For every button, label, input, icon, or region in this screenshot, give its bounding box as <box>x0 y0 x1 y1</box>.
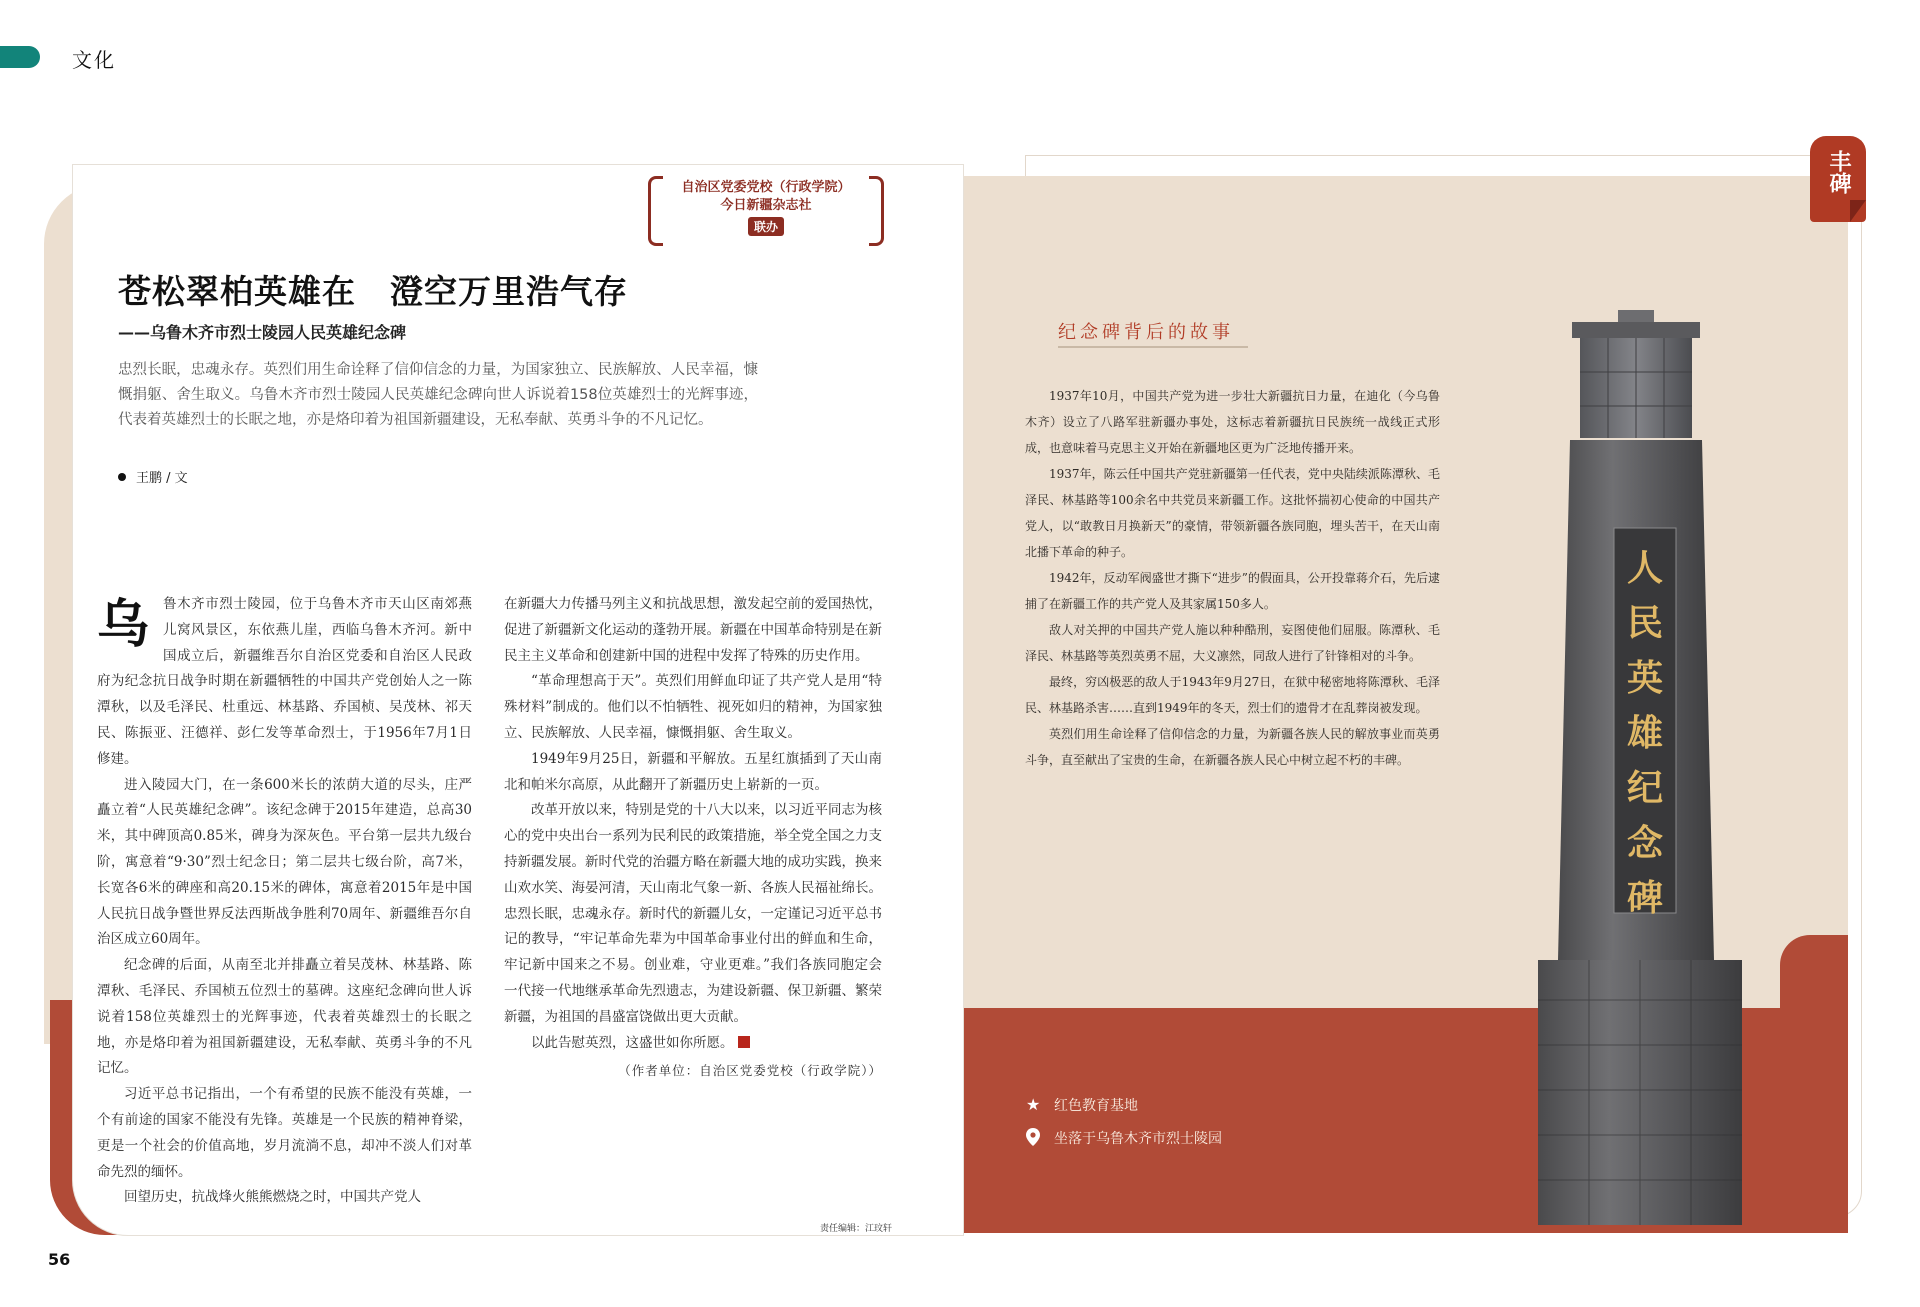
article-intro: 忠烈长眠，忠魂永存。英烈们用生命诠释了信仰信念的力量，为国家独立、民族解放、人民幸福，慷慨捐躯、舍生取义。乌鲁木齐市烈士陵园人民英雄纪念碑向世人诉说着158位英雄烈士的光辉事迹，代表着英雄烈士的长眠之地，亦是烙印着为祖国新疆建设，无私奉献、英勇斗争的不凡记忆。 <box>118 362 758 428</box>
story-heading: 纪念碑背后的故事 <box>1058 322 1234 343</box>
ribbon-fold <box>1850 200 1866 222</box>
paragraph: 鲁木齐市烈士陵园，位于乌鲁木齐市天山区南郊燕儿窝风景区，东依燕儿崖，西临乌鲁木齐河。新中国成立后，新疆维吾尔自治区党委和自治区人民政府为纪念抗日战争时期在新疆牺牲的中国共产党创始人之一陈潭秋，以及毛泽民、杜重远、林基路、乔国桢、吴茂林、祁天民、陈振亚、汪德祥、彭仁发等革命烈士，于1956年7月1日修建。 <box>97 596 472 767</box>
article-author <box>118 467 188 486</box>
section-label: 文化 <box>72 48 116 72</box>
closing-paragraph <box>504 1031 882 1057</box>
bracket-right <box>869 176 884 246</box>
co-organizer-badge <box>648 176 884 240</box>
location-pin-icon <box>1026 1128 1048 1147</box>
inscription-char: 纪 <box>1626 767 1664 809</box>
info-education-base <box>1026 1095 1138 1115</box>
organizer-2: 今日新疆杂志社 <box>720 198 812 213</box>
responsible-editor: 责任编辑：江玟轩 <box>820 1224 893 1234</box>
story-paragraph: 1942年，反动军阀盛世才撕下“进步”的假面具，公开投靠蒋介石，先后逮捕了在新疆工作的共产党人及其家属150多人。 <box>1025 571 1440 611</box>
paragraph: “革命理想高于天”。英烈们用鲜血印证了共产党人是用“特殊材料”制成的。他们以不怕牺牲、视死如归的精神，为国家独立、民族解放、人民幸福，慷慨捐躯、舍生取义。 <box>504 673 882 741</box>
ribbon-text: 丰碑 <box>1826 150 1851 194</box>
story-text <box>1025 383 1440 773</box>
section-tab-marker <box>0 46 40 68</box>
inscription-char: 念 <box>1626 822 1664 864</box>
closing-text: 以此告慰英烈，这盛世如你所愿。 <box>531 1034 734 1051</box>
inscription-char: 人 <box>1626 547 1664 589</box>
story-paragraph: 最终，穷凶极恶的敌人于1943年9月27日，在狱中秘密地将陈潭秋、毛泽民、林基路杀害……直到1949年的冬天，烈士们的遗骨才在乱葬岗被发现。 <box>1025 675 1440 715</box>
bullet-icon <box>118 473 126 481</box>
monument-image <box>1500 300 1800 1230</box>
paragraph: 进入陵园大门，在一条600米长的浓荫大道的尽头，庄严矗立着“人民英雄纪念碑”。该纪念碑于2015年建造，总高30米，其中碑顶高0.85米，碑身为深灰色。平台第一层共九级台阶，寓意着“9·30”烈士纪念日；第二层共七级台阶，高7米，长宽各6米的碑座和高20.15米的碑体，寓意着2015年是中国人民抗日战争暨世界反法西斯战争胜利70周年、新疆维吾尔自治区成立60周年。 <box>97 776 472 948</box>
story-paragraph: 1937年，陈云任中国共产党驻新疆第一任代表，党中央陆续派陈潭秋、毛泽民、林基路等100余名中共党员来新疆工作。这批怀揣初心使命的中国共产党人，以“敢教日月换新天”的豪情，带领新疆各族同胞，埋头苦干，在天山南北播下革命的种子。 <box>1025 467 1440 559</box>
heading-underline <box>1058 346 1248 348</box>
inscription-char: 民 <box>1626 602 1664 644</box>
dropcap: 乌 <box>97 595 150 655</box>
bracket-left <box>648 176 663 246</box>
author-name: 王鹏 / 文 <box>136 471 188 486</box>
info-location <box>1026 1128 1222 1148</box>
paragraph: 习近平总书记指出，一个有希望的民族不能没有英雄，一个有前途的国家不能没有先锋。英雄是一个民族的精神脊梁，更是一个社会的价值高地，岁月流淌不息，却冲不淡人们对革命先烈的缅怀。 <box>97 1086 472 1180</box>
body-column-left <box>97 592 472 1211</box>
paragraph: 回望历史，抗战烽火熊熊燃烧之时，中国共产党人 <box>124 1189 421 1206</box>
monument-cap <box>1572 322 1700 338</box>
paragraph: 在新疆大力传播马列主义和抗战思想，激发起空前的爱国热忱，促进了新疆新文化运动的蓬勃开展。新疆在中国革命特别是在新民主主义革命和创建新中国的进程中发挥了特殊的历史作用。 <box>504 596 882 664</box>
monument-inscription <box>1627 547 1664 919</box>
author-affiliation: （作者单位：自治区党委党校（行政学院）） <box>618 1063 882 1079</box>
star-icon: ★ <box>1026 1095 1041 1114</box>
story-paragraph: 敌人对关押的中国共产党人施以种种酷刑，妄图使他们屈服。陈潭秋、毛泽民、林基路等英烈英勇不屈，大义凛然，同敌人进行了针锋相对的斗争。 <box>1025 623 1440 663</box>
info-text: 红色教育基地 <box>1054 1098 1138 1114</box>
paragraph: 1949年9月25日，新疆和平解放。五星红旗插到了天山南北和帕米尔高原，从此翻开了新疆历史上崭新的一页。 <box>504 750 882 793</box>
organizer-tag: 联办 <box>748 217 784 236</box>
paragraph: 改革开放以来，特别是党的十八大以来，以习近平同志为核心的党中央出台一系列为民利民的政策措施，举全党全国之力支持新疆发展。新时代党的治疆方略在新疆大地的成功实践，换来山欢水笑、海晏河清，天山南北气象一新、各族人民福祉绵长。忠烈长眠，忠魂永存。新时代的新疆儿女，一定谨记习近平总书记的教导，“牢记革命先辈为中国革命事业付出的鲜血和生命，牢记新中国来之不易。创业难，守业更难。”我们各族同胞定会一代接一代地继承革命先烈遗志，为建设新疆、保卫新疆、繁荣新疆，为祖国的昌盛富饶做出更大贡献。 <box>504 802 882 1025</box>
ribbon-label <box>1810 150 1866 202</box>
inscription-char: 雄 <box>1626 712 1664 754</box>
article-title: 苍松翠柏英雄在 澄空万里浩气存 <box>118 272 628 311</box>
end-mark-icon <box>738 1036 750 1048</box>
info-text: 坐落于乌鲁木齐市烈士陵园 <box>1054 1131 1222 1147</box>
monument-cap-top <box>1618 310 1654 324</box>
inscription-char: 碑 <box>1626 877 1664 919</box>
story-paragraph: 英烈们用生命诠释了信仰信念的力量，为新疆各族人民的解放事业而英勇斗争，直至献出了宝贵的生命，在新疆各族人民心中树立起不朽的丰碑。 <box>1025 727 1440 767</box>
page-number: 56 <box>48 1250 71 1269</box>
article-subtitle: ——乌鲁木齐市烈士陵园人民英雄纪念碑 <box>118 323 407 342</box>
organizer-1: 自治区党委党校（行政学院） <box>681 180 851 195</box>
body-column-right <box>504 592 882 1084</box>
paragraph: 纪念碑的后面，从南至北并排矗立着吴茂林、林基路、陈潭秋、毛泽民、乔国桢五位烈士的墓碑。这座纪念碑向世人诉说着158位英雄烈士的光辉事迹，代表着英雄烈士的长眠之地，亦是烙印着为祖国新疆建设，无私奉献、英勇斗争的不凡记忆。 <box>97 957 472 1077</box>
inscription-char: 英 <box>1626 657 1664 699</box>
story-paragraph: 1937年10月，中国共产党为进一步壮大新疆抗日力量，在迪化（今乌鲁木齐）设立了八路军驻新疆办事处，这标志着新疆抗日民族统一战线正式形成，也意味着马克思主义开始在新疆地区更为广泛地传播开来。 <box>1025 389 1440 455</box>
